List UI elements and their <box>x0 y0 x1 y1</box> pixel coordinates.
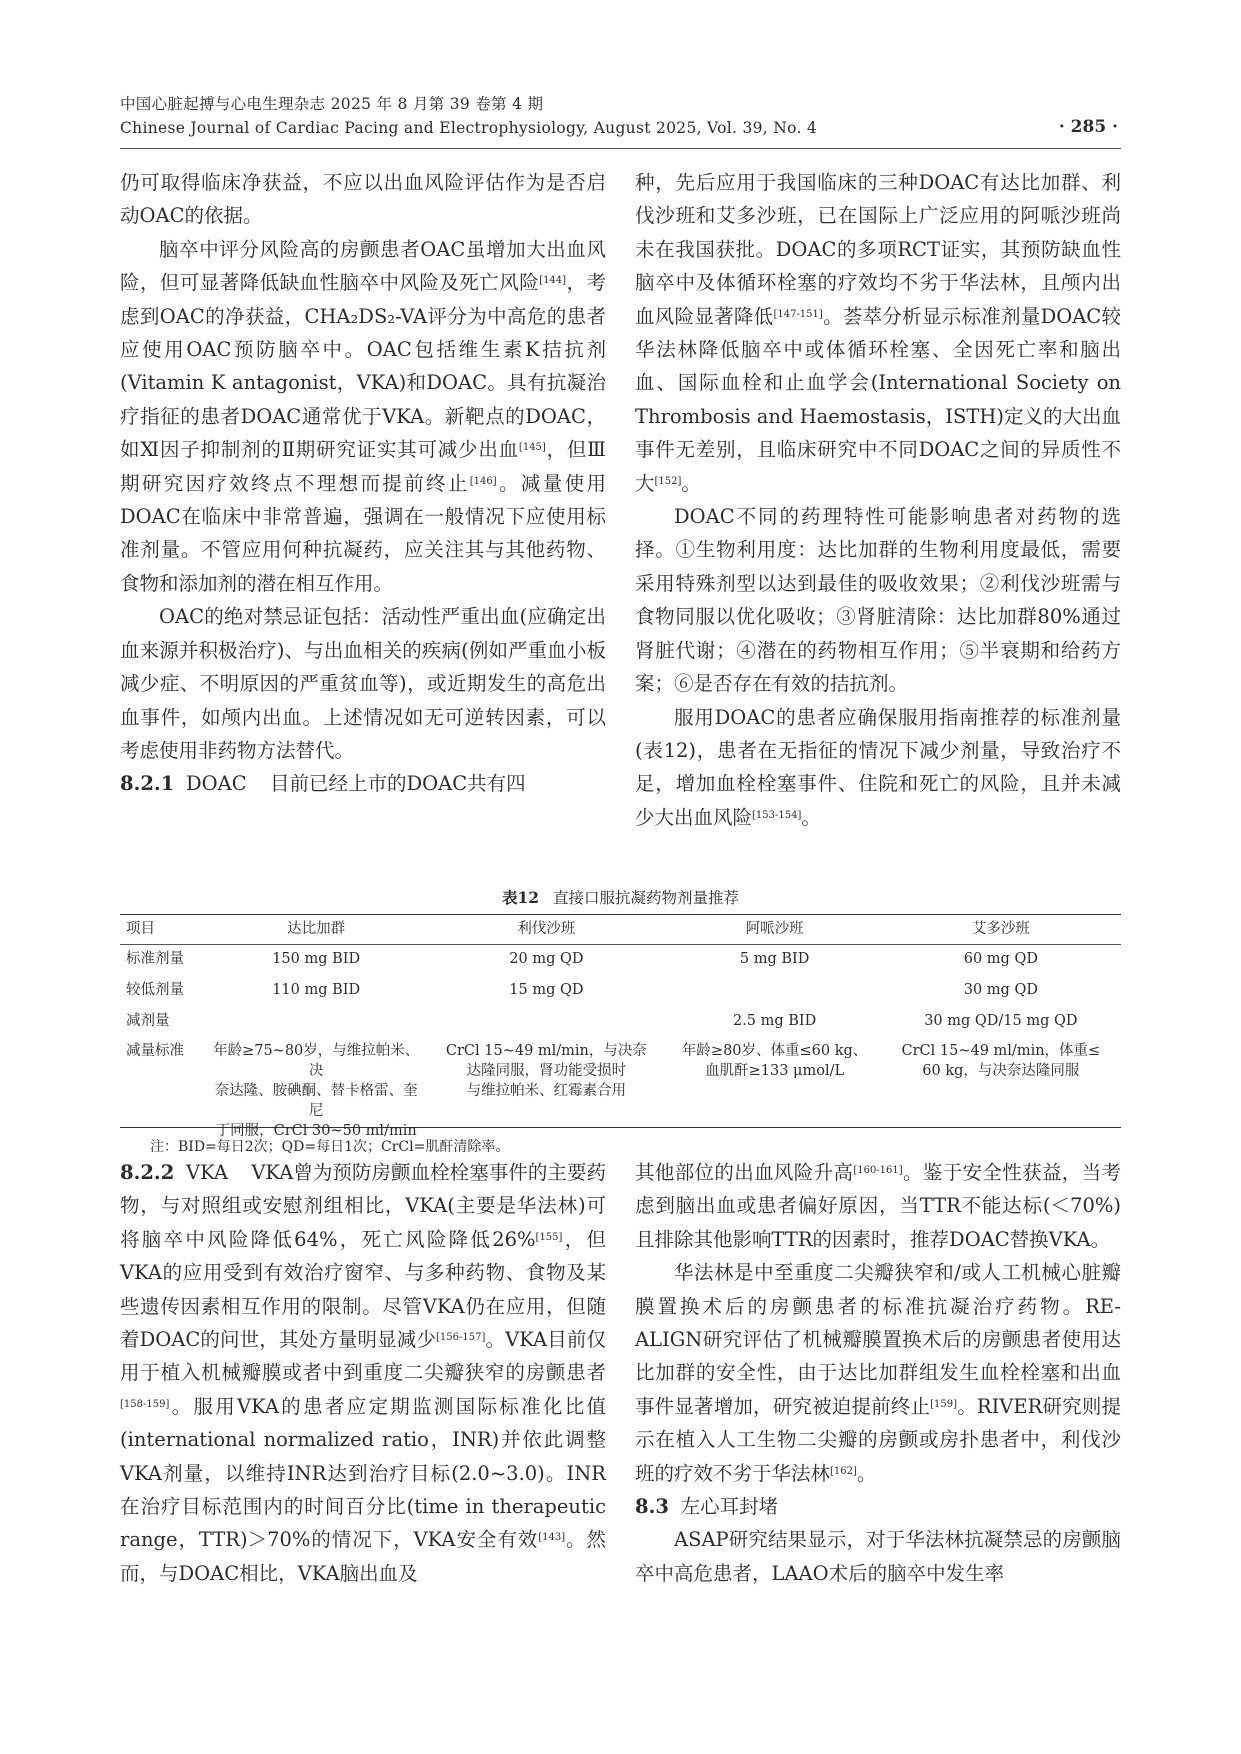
citation[interactable]: [145] <box>518 442 546 454</box>
table-header-cell: 达比加群 <box>287 921 346 937</box>
table-cell: 30 mg QD <box>963 982 1038 998</box>
table-header-cell: 阿哌沙班 <box>745 921 804 937</box>
citation[interactable]: [160-161] <box>853 1165 903 1176</box>
text-run: 种，先后应用于我国临床的三种DOAC有达比加群、利伐沙班和艾多沙班，已在国际上广泛应用的阿哌沙班尚未在我国获批。DOAC的多项RCT证实，其预防缺血性脑卒中及体循环栓塞的疗效均不劣于华法林，且颅内出血风险显著降低 <box>635 171 1121 328</box>
table-header-row <box>120 914 1121 944</box>
text-run: 。RIVER研究则提示在植入人工生物二尖瓣的房颤或房扑患者中，利伐沙班的疗效不劣于华法林 <box>635 1394 1121 1485</box>
citation[interactable]: [153-154] <box>752 809 802 821</box>
table-cell: 减剂量 <box>126 1013 170 1029</box>
section-heading: VKA <box>185 1161 228 1184</box>
text-run: 。然而，与DOAC相比，VKA脑出血及 <box>120 1528 606 1585</box>
citation[interactable]: [152] <box>654 475 682 487</box>
text-run: 。服用VKA的患者应定期监测国际标准化比值(international normalized ratio，INR)并依此调整VKA剂量，以维持INR达到治疗目标(2.0~3.0)。INR在治疗目标范围内的时间百分比(time in therapeutic range，TTR)＞70%的情况下，VKA安全有效 <box>120 1394 606 1552</box>
table-cell <box>669 1037 881 1141</box>
citation[interactable]: [156-157] <box>436 1332 486 1344</box>
table-label: 表12 <box>501 888 540 907</box>
table-cell: 30 mg QD/15 mg QD <box>924 1013 1078 1029</box>
section-number: 8.3 <box>635 1495 669 1519</box>
table-cell: 2.5 mg BID <box>732 1013 817 1029</box>
cell-line: 达隆同服，肾功能受损时 <box>466 1063 627 1079</box>
citation[interactable]: [155] <box>535 1231 563 1243</box>
text-run: 。 <box>681 471 701 495</box>
table-cell: 110 mg BID <box>272 982 361 998</box>
table-note: 注：BID=每日2次；QD=每日1次；CrCl=肌酐清除率。 <box>150 1139 510 1155</box>
table-title: 直接口服抗凝药物剂量推荐 <box>553 889 740 907</box>
header-rule <box>120 148 1121 149</box>
table-cell <box>881 1037 1121 1141</box>
table-header-cell: 利伐沙班 <box>517 921 576 937</box>
citation[interactable]: [158-159] <box>120 1398 170 1410</box>
paragraph: ASAP研究结果显示，对于华法林抗凝禁忌的房颤脑卒中高危患者，LAAO术后的脑卒中发生率 <box>635 1528 1121 1585</box>
cell-line: 年龄≥75~80岁，与维拉帕米、决 <box>213 1043 420 1079</box>
dosage-table <box>120 914 1121 1141</box>
table-caption <box>0 886 1241 908</box>
table-header-cell: 艾多沙班 <box>971 921 1030 937</box>
table-cell: 60 mg QD <box>963 951 1038 967</box>
citation[interactable]: [143] <box>538 1532 566 1544</box>
table-cell <box>424 1006 668 1037</box>
section-heading: 左心耳封堵 <box>680 1495 779 1519</box>
citation[interactable]: [159] <box>930 1398 958 1410</box>
text-run: ，考虑到OAC的净获益，CHA₂DS₂-VA评分为中高危的患者应使用OAC预防脑卒中。OAC包括维生素K拮抗剂(Vitamin K antagonist，VKA)和DOAC。具有抗凝治疗指征的患者DOAC通常优于VKA。新靶点的DOAC，如Ⅺ因子抑制剂的Ⅱ期研究证实其可减少出血 <box>120 271 606 462</box>
table-cell <box>208 1006 424 1037</box>
journal-header-en: Chinese Journal of Cardiac Pacing and Electrophysiology, August 2025, Vol. 39, No. 4 <box>120 119 818 137</box>
cell-line: 奈达隆、胺碘酮、替卡格雷、奎尼 <box>214 1083 418 1119</box>
table-cell <box>669 975 881 1006</box>
column-left-top <box>120 166 606 801</box>
table-row <box>120 1006 1121 1037</box>
text-run: 。荟萃分析显示标准剂量DOAC较华法林降低脑卒中或体循环栓塞、全因死亡率和脑出血、国际血栓和止血学会(International Society on Thrombosis and Haemostasis，ISTH)定义的大出血事件无差别，且临床研究中不同DOAC之间的异质性不大 <box>635 304 1121 495</box>
table-cell: 较低剂量 <box>126 982 184 998</box>
text-run: 。鉴于安全性获益，当考虑到脑出血或患者偏好原因，当TTR不能达标(＜70%)且排除其他影响TTR的因素时，推荐DOAC替换VKA。 <box>635 1161 1121 1251</box>
column-left-bottom <box>120 1156 606 1590</box>
table-cell: 减量标准 <box>126 1043 184 1059</box>
paragraph <box>635 166 1121 500</box>
citation[interactable]: [162] <box>830 1465 857 1477</box>
section-8-2-2 <box>120 1156 606 1590</box>
text-run: 。 <box>856 1461 877 1485</box>
text-run: 服用DOAC的患者应确保服用指南推荐的标准剂量(表12)，患者在无指征的情况下减少剂量，导致治疗不足，增加血栓栓塞事件、住院和死亡的风险，且并未减少大出血风险 <box>635 705 1121 829</box>
text-run: VKA曾为预防房颤血栓栓塞事件的主要药物，与对照组或安慰剂组相比，VKA(主要是华法林)可将脑卒中风险降低64%，死亡风险降低26% <box>120 1161 606 1251</box>
paragraph <box>120 233 606 600</box>
section-8-3 <box>635 1490 1121 1523</box>
table-row <box>120 944 1121 975</box>
cell-line: 丁同服，CrCl 30~50 ml/min <box>215 1123 417 1139</box>
cell-line: CrCl 15~49 ml/min，体重≤ <box>901 1043 1101 1059</box>
table-cell: 标准剂量 <box>126 951 184 967</box>
citation[interactable]: [146] <box>469 475 497 487</box>
table-cell: 20 mg QD <box>509 951 584 967</box>
table-cell: 15 mg QD <box>509 982 584 998</box>
cell-line: CrCl 15~49 ml/min，与决奈 <box>445 1043 647 1059</box>
table-cell: 150 mg BID <box>272 951 361 967</box>
text-run: 目前已经上市的DOAC共有四 <box>270 772 526 796</box>
table-header-cell: 项目 <box>126 921 155 937</box>
page-number: · 285 · <box>1058 117 1118 137</box>
cell-line: 与维拉帕米、红霉素合用 <box>466 1083 627 1099</box>
text-run: ，但Ⅲ期研究因疗效终点不理想而提前终止 <box>120 438 606 495</box>
section-8-2-1 <box>120 767 606 800</box>
text-run: 其他部位的出血风险升高 <box>635 1161 854 1184</box>
citation[interactable]: [147-151] <box>773 308 823 320</box>
cell-line: 年龄≥80岁、体重≤60 kg、 <box>681 1043 868 1059</box>
column-right-top <box>635 166 1121 834</box>
paragraph <box>635 1256 1121 1490</box>
text-run: 华法林是中至重度二尖瓣狭窄和/或人工机械心脏瓣膜置换术后的房颤患者的标准抗凝治疗药物。RE-ALIGN研究评估了机械瓣膜置换术后的房颤患者使用达比加群的安全性，由于达比加群组发生血栓栓塞和出血事件显著增加，研究被迫提前终止 <box>635 1261 1121 1418</box>
text-run: 脑卒中评分风险高的房颤患者OAC虽增加大出血风险，但可显著降低缺血性脑卒中风险及死亡风险 <box>120 237 606 295</box>
paragraph <box>635 1156 1121 1256</box>
text-run: ，但VKA的应用受到有效治疗窗窄、与多种药物、食物及某些遗传因素相互作用的限制。尽管VKA仍在应用，但随着DOAC的问世，其处方量明显减少 <box>120 1227 606 1352</box>
text-run: 。VKA目前仅用于植入机械瓣膜或者中到重度二尖瓣狭窄的房颤患者 <box>120 1328 606 1385</box>
section-number: 8.2.1 <box>120 772 175 796</box>
table-cell: 5 mg BID <box>739 951 810 967</box>
section-number: 8.2.2 <box>120 1161 175 1184</box>
text-run: 。 <box>801 805 821 829</box>
journal-header-cn: 中国心脏起搏与心电生理杂志 2025 年 8 月第 39 卷第 4 期 <box>120 95 544 113</box>
table-cell <box>208 1037 424 1141</box>
paragraph: DOAC不同的药理特性可能影响患者对药物的选择。①生物利用度：达比加群的生物利用度最低，需要采用特殊剂型以达到最佳的吸收效果；②利伐沙班需与食物同服以优化吸收；③肾脏清除：达比加群80%通过肾脏代谢；④潜在的药物相互作用；⑤半衰期和给药方案；⑥是否存在有效的拮抗剂。 <box>635 505 1121 696</box>
section-heading: DOAC <box>185 772 247 796</box>
text-run: 。减量使用DOAC在临床中非常普遍，强调在一般情况下应使用标准剂量。不管应用何种抗凝药，应关注其与其他药物、食物和添加剂的潜在相互作用。 <box>120 471 606 595</box>
table-cell <box>424 1037 668 1141</box>
cell-line: 60 kg，与决奈达隆同服 <box>922 1063 1080 1079</box>
paragraph: OAC的绝对禁忌证包括：活动性严重出血(应确定出血来源并积极治疗)、与出血相关的疾病(例如严重血小板减少症、不明原因的严重贫血等)，或近期发生的高危出血事件，如颅内出血。上述情况如无可逆转因素，可以考虑使用非药物方法替代。 <box>120 605 606 762</box>
paragraph <box>635 701 1121 835</box>
cell-line: 血肌酐≥133 μmol/L <box>705 1063 845 1079</box>
column-right-bottom <box>635 1156 1121 1590</box>
table-row-criteria <box>120 1037 1121 1141</box>
citation[interactable]: [144] <box>539 275 567 287</box>
paragraph: 仍可取得临床净获益，不应以出血风险评估作为是否启动OAC的依据。 <box>120 171 606 228</box>
table-row <box>120 975 1121 1006</box>
